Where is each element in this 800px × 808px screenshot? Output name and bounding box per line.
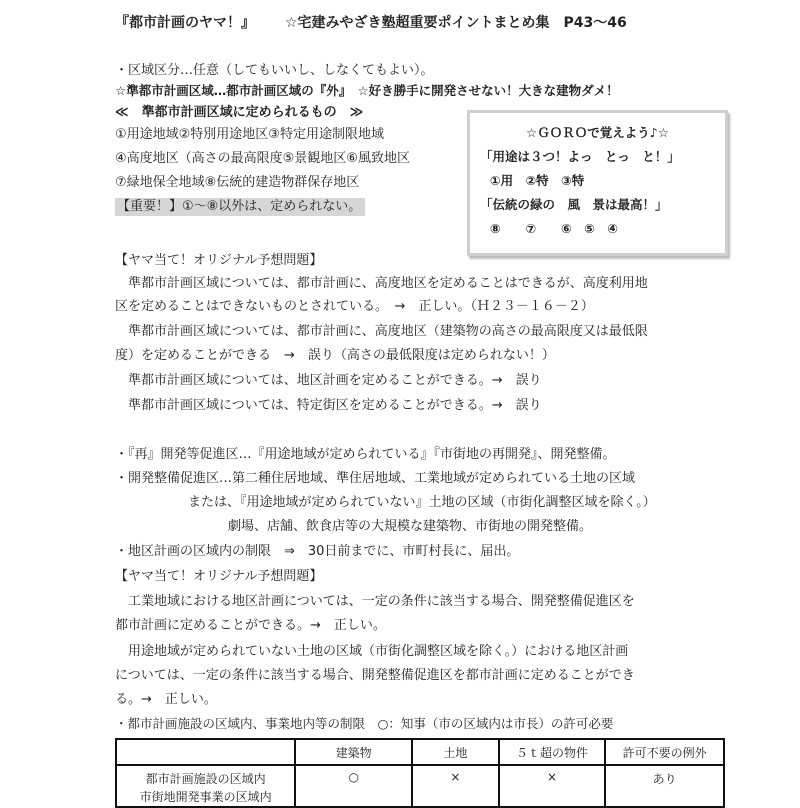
table-header-row xyxy=(116,739,724,765)
quiz-line: 区を定めることはできないものとされている。 → 正しい。（Ｈ２３－１６－２） xyxy=(115,299,594,314)
table-caption: ・都市計画施設の区域内、事業地内等の制限 ○：知事（市の区域内は市長）の許可必要 xyxy=(115,716,614,731)
text-line: ・区域区分…任意（してもいいし、しなくてもよい）。 xyxy=(115,63,434,78)
text-line: または、『用途地域が定められていない』土地の区域（市街化調整区域を除く。） xyxy=(188,495,656,510)
mnemonic-line: ⑧ ⑦ ⑥ ⑤ ④ xyxy=(490,221,618,236)
document-title: 『都市計画のヤマ！』 xyxy=(115,15,255,31)
list-item: ①用途地域②特別用途地区③特定用途制限地域 xyxy=(115,127,384,142)
list-heading: ≪ 準都市計画区域に定められるもの ≫ xyxy=(115,105,364,120)
table-header xyxy=(116,739,295,765)
quiz-line: 準都市計画区域については、都市計画に、高度地区を定めることはできるが、高度利用地 xyxy=(115,276,648,291)
quiz-line: 用途地域が定められていない土地の区域（市街化調整区域を除く。）における地区計画 xyxy=(115,644,629,659)
quiz-heading: 【ヤマ当て！オリジナル予想問題】 xyxy=(115,569,323,584)
quiz-line: 都市計画に定めることができる。→ 正しい。 xyxy=(115,618,386,633)
table-header: 許可不要の例外 xyxy=(605,739,724,765)
mnemonic-box xyxy=(467,110,728,256)
row-label-line: 市街地開発事業の区域内 xyxy=(139,790,272,804)
table-header: ５ｔ超の物件 xyxy=(499,739,606,765)
table-row-label xyxy=(116,765,295,807)
table-cell: × xyxy=(499,765,606,807)
mnemonic-line: 「伝統の緑の 風 景は最高！」 xyxy=(480,197,668,212)
mnemonic-line: ①用 ②特 ③特 xyxy=(490,173,585,188)
text-line: ・開発整備促進区…第二種住居地域、準住居地域、工業地域が定められている土地の区域 xyxy=(115,471,636,486)
quiz-line: 度）を定めることができる → 誤り（高さの最低限度は定められない！） xyxy=(115,348,555,363)
quiz-line: については、一定の条件に該当する場合、開発整備促進区を都市計画に定めることができ xyxy=(115,668,635,683)
table-cell: ○ xyxy=(295,765,412,807)
text-line: ・『再』開発等促進区…『用途地域が定められている』『市街地の再開発』、開発整備。 xyxy=(115,447,616,462)
important-note: 【重要！】①～⑧以外は、定められない。 xyxy=(115,198,365,216)
table-cell: × xyxy=(412,765,499,807)
quiz-line: 工業地域における地区計画については、一定の条件に該当する場合、開発整備促進区を xyxy=(115,594,635,609)
table-header: 建築物 xyxy=(295,739,412,765)
table-header: 土地 xyxy=(412,739,499,765)
quiz-heading: 【ヤマ当て！オリジナル予想問題】 xyxy=(115,253,323,268)
list-item: ④高度地区（高さの最高限度⑤景観地区⑥風致地区 xyxy=(115,151,410,166)
quiz-line: 準都市計画区域については、都市計画に、高度地区（建築物の高さの最高限度又は最低限 xyxy=(115,324,648,339)
quiz-line: 準都市計画区域については、地区計画を定めることができる。→ 誤り xyxy=(115,373,542,388)
document-subtitle: ☆宅建みやざき塾超重要ポイントまとめ集 P43～46 xyxy=(285,15,627,31)
restriction-table xyxy=(115,738,725,808)
mnemonic-line: 「用途は３つ！よっ とっ と！」 xyxy=(480,149,680,164)
table-row xyxy=(116,765,724,807)
mnemonic-title: ☆ＧＯＲＯで覚えよう♪☆ xyxy=(526,125,669,140)
list-item: ⑦緑地保全地域⑧伝統的建造物群保存地区 xyxy=(115,175,360,190)
text-line: ・地区計画の区域内の制限 ⇒ 30日前までに、市町村長に、届出。 xyxy=(115,544,520,559)
row-label-line: 都市計画施設の区域内 xyxy=(145,772,266,786)
quiz-line: る。→ 正しい。 xyxy=(115,692,217,707)
text-line: 劇場、店舗、飲食店等の大規模な建築物、市街地の開発整備。 xyxy=(228,519,593,534)
text-line: ☆準都市計画区域…都市計画区域の『外』 ☆好き勝手に開発させない！大きな建物ダメ！ xyxy=(115,83,619,98)
quiz-line: 準都市計画区域については、特定街区を定めることができる。→ 誤り xyxy=(115,398,542,413)
table-cell: あり xyxy=(605,765,724,807)
